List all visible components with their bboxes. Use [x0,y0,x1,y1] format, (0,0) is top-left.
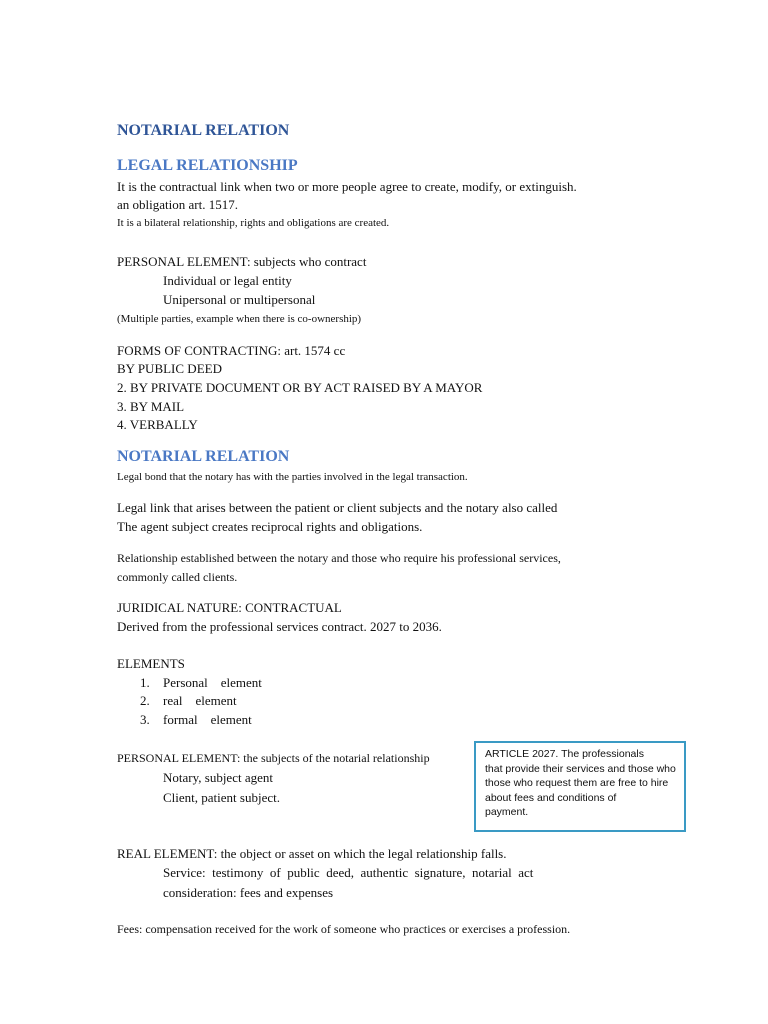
list-item-text: Individual or legal entity [163,273,292,288]
article-line: about fees and conditions of [485,791,617,804]
juridical-line-2: Derived from the professional services contract. 2027 to 2036. [117,619,442,634]
numbered-item [140,675,262,691]
intro-line-3: It is a bilateral relationship, rights and obligations are created. [117,217,390,229]
item-number: 3. [140,712,150,727]
section-heading-notarial-relation: NOTARIAL RELATION [117,448,290,465]
page-title: NOTARIAL RELATION [117,122,290,139]
list-item-text: Unipersonal or multipersonal [163,292,316,307]
section-heading-legal-relationship: LEGAL RELATIONSHIP [117,157,298,174]
personal-element-title: PERSONAL ELEMENT: subjects who contract [117,254,367,269]
fees-definition: Fees: compensation received for the work of someone who practices or exercises a profession. [117,922,571,936]
intro-line-2: an obligation art. 1517. [117,197,238,212]
notarial-para2-line2: The agent subject creates reciprocal rights and obligations. [117,519,423,534]
article-line: payment. [485,806,529,818]
numbered-item [140,693,237,709]
list-item-text: Service: testimony of public deed, authentic signature, notarial act [163,865,534,880]
article-line: those who request them are free to hire [485,777,669,789]
numbered-item [140,712,252,728]
article-2027-textbox [474,741,686,832]
real-element-title: REAL ELEMENT: the object or asset on which the legal relationship falls. [117,846,507,861]
notarial-line-1: Legal bond that the notary has with the parties involved in the legal transaction. [117,471,468,483]
forms-item: 4. VERBALLY [117,417,198,432]
item-number: 2. [140,693,150,708]
article-line: ARTICLE 2027. The professionals [485,748,644,760]
personal-element-2-title: PERSONAL ELEMENT: the subjects of the notarial relationship [117,751,430,765]
elements-title: ELEMENTS [117,656,185,671]
list-item-text: consideration: fees and expenses [163,885,334,900]
notarial-para2-line1: Legal link that arises between the patient or client subjects and the notary also called [117,500,558,515]
forms-item: BY PUBLIC DEED [117,361,222,376]
forms-title: FORMS OF CONTRACTING: art. 1574 cc [117,343,346,358]
forms-item: 3. BY MAIL [117,399,185,414]
personal-element-note: (Multiple parties, example when there is co-ownership) [117,313,362,325]
notarial-para3-line1: Relationship established between the notary and those who require his professional services, [117,551,561,565]
item-number: 1. [140,675,150,690]
intro-line-1: It is the contractual link when two or more people agree to create, modify, or extinguish. [117,179,577,194]
notarial-para3-line2: commonly called clients. [117,570,238,584]
list-item-text: Notary, subject agent [163,770,273,785]
article-line: that provide their services and those who [485,762,676,775]
forms-item: 2. BY PRIVATE DOCUMENT OR BY ACT RAISED BY A MAYOR [117,380,483,395]
item-text: real element [163,693,237,708]
item-text: formal element [163,712,252,727]
list-item-text: Client, patient subject. [163,790,280,805]
juridical-line-1: JURIDICAL NATURE: CONTRACTUAL [117,600,342,615]
item-text: Personal element [163,675,262,690]
